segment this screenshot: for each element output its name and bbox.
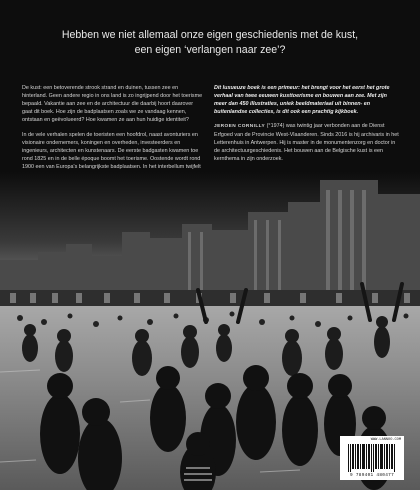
- author-name: JEROEN CORNILLY: [214, 124, 266, 130]
- isbn-digits: 9 789401 480477: [349, 473, 395, 478]
- history-paragraph: In de vele verhalen spelen de toeristen een hoofdrol, naast avonturiers en visionaire ondernemers, koningen en overheden, investeerders en ingenieurs, architecten en kunstenaars. De eerste badgasten kwamen toe rond 1825 en in de belle époque boomt het toerisme. Oostende wordt rond 1900 een van Europa's belangrijkste badplaatsen. In het interbellum twijfelt: [22, 131, 201, 170]
- headline: [20, 28, 400, 58]
- headline-line-1: Hebben we niet allemaal onze eigen geschiedenis met de kust,: [61, 29, 359, 41]
- author-bio: (°1974) was twintig jaar verbonden aan de Dienst Erfgoed van de Provincie West-Vlaanderen. Sinds 2016 is hij archivaris in het Letterenhuis in Antwerpen. Hij is master in de monumentenzorg en doctor in de architectuurgeschiedenis. Het bouwen aan de Belgische kust is een kernthema in zijn onderzoek.: [214, 123, 399, 162]
- intro-paragraph: De kust: een betoverende strook strand en duinen, tussen zee en hinterland. Geen andere regio in ons land is zo ingrijpend door het toerisme bepaald. Vakantie aan zee en de architectuur die daarbij hoort daarover gaat dit boek. Hoe zijn de badplaatsen zoals we ze vandaag kennen, ontstaan en geëvolueerd? Hoe kwamen ze aan hun huidige identiteit?: [22, 85, 203, 124]
- headline-line-2: een eigen ‘verlangen naar zee’?: [134, 43, 286, 56]
- barcode: [340, 436, 404, 480]
- publisher-url: WWW.LANNOO.COM: [370, 438, 401, 442]
- author-paragraph: [214, 122, 400, 163]
- barcode-bars: [348, 444, 396, 472]
- lead-paragraph: Dit luxueuze boek is een primeur: het brengt voor het eerst het grote verhaal van twee eeuwen kusttoerisme en bouwen aan zee. Met zijn meer dan 450 illustraties, uniek beeldmateriaal uit binnen- en buitenlandse collecties, is dit ook een prachtig kijkboek.: [214, 85, 390, 116]
- right-text-column: [214, 84, 400, 169]
